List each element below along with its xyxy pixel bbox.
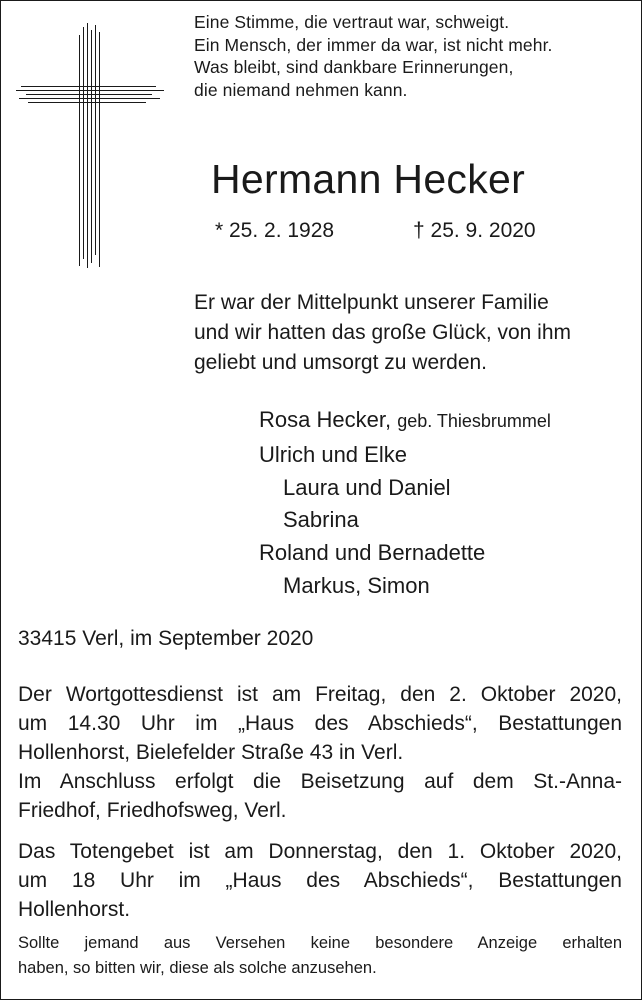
birth-date: * 25. 2. 1928	[215, 219, 335, 242]
poem-line: Ein Mensch, der immer da war, ist nicht mehr.	[194, 34, 553, 55]
service-line: Der Wortgottesdienst ist am Freitag, den 2. Oktober 2020,	[18, 683, 622, 706]
note-line: haben, so bitten wir, diese als solche anzusehen.	[18, 959, 377, 977]
family-quote	[194, 288, 619, 378]
service-line: Friedhof, Friedhofsweg, Verl.	[18, 799, 287, 822]
mourner-child: Ulrich und Elke	[259, 442, 407, 467]
service-line: Hollenhorst, Bielefelder Straße 43 in Verl.	[18, 741, 404, 764]
service-line: um 14.30 Uhr im „Haus des Abschieds“, Bestattungen	[18, 712, 622, 735]
closing-note	[18, 931, 622, 981]
poem-line: Was bleibt, sind dankbare Erinnerungen,	[194, 57, 514, 77]
mourner-grandchildren: Laura und Daniel	[283, 475, 451, 500]
death-date: † 25. 9. 2020	[413, 219, 536, 242]
mourners-list	[259, 403, 551, 602]
place-and-date: 33415 Verl, im September 2020	[18, 627, 314, 650]
prayer-line: Hollenhorst.	[18, 898, 131, 921]
service-details	[18, 680, 622, 825]
prayer-line: Das Totengebet ist am Donnerstag, den 1. Oktober 2020,	[18, 840, 622, 863]
deceased-name: Hermann Hecker	[211, 156, 526, 202]
prayer-details	[18, 837, 622, 924]
poem-line: die niemand nehmen kann.	[194, 79, 408, 100]
quote-line: und wir hatten das große Glück, von ihm	[194, 321, 572, 344]
cross-icon	[16, 23, 164, 268]
mourner-widow	[259, 403, 551, 438]
memorial-poem	[194, 11, 634, 101]
mourner-child: Roland und Bernadette	[259, 540, 486, 565]
quote-line: geliebt und umsorgt zu werden.	[194, 351, 488, 374]
widow-name: Rosa Hecker,	[259, 407, 392, 432]
mourner-grandchildren: Markus, Simon	[283, 573, 430, 598]
service-line: Im Anschluss erfolgt die Beisetzung auf dem St.-Anna-	[18, 770, 622, 793]
widow-maiden-name: geb. Thiesbrummel	[397, 411, 551, 431]
quote-line: Er war der Mittelpunkt unserer Familie	[194, 291, 549, 314]
mourner-grandchildren: Sabrina	[283, 507, 359, 532]
note-line: Sollte jemand aus Versehen keine besondere Anzeige erhalten	[18, 934, 622, 952]
prayer-line: um 18 Uhr im „Haus des Abschieds“, Bestattungen	[18, 869, 622, 892]
poem-line: Eine Stimme, die vertraut war, schweigt.	[194, 12, 510, 32]
